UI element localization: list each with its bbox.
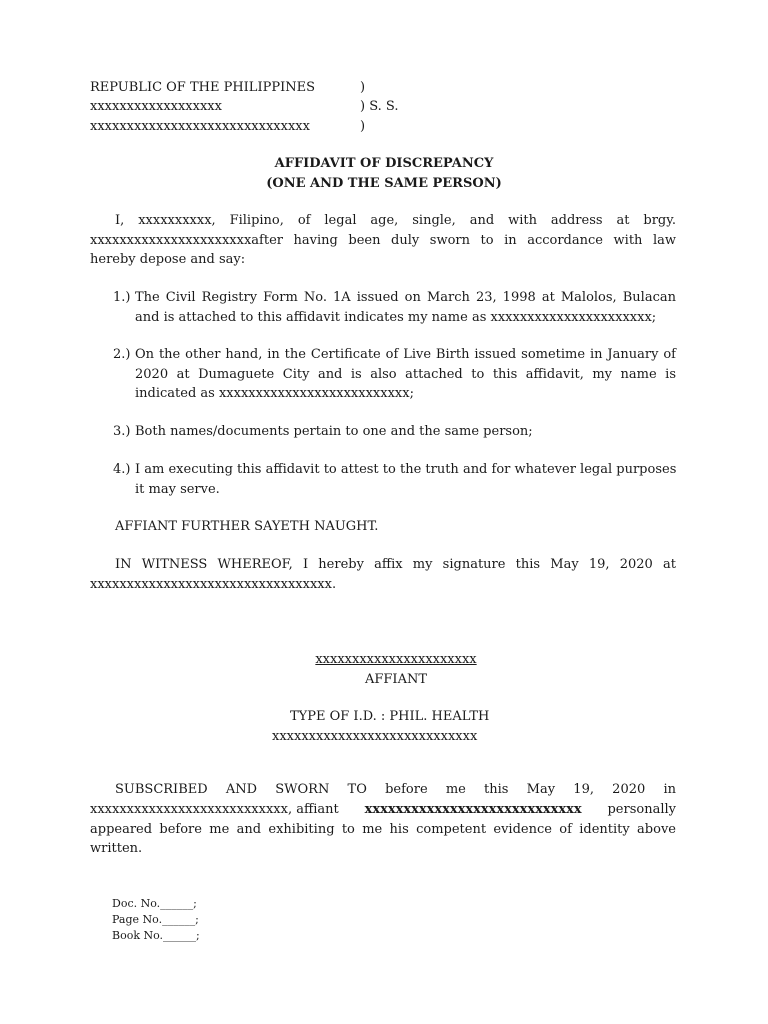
jurat-place-affiant: xxxxxxxxxxxxxxxxxxxxxxxxxxx, affiant (90, 802, 339, 817)
affiant-name: xxxxxxxxxxxxxxxxxxxxxx (315, 652, 477, 667)
venue-line-1: REPUBLIC OF THE PHILIPPINES (90, 80, 315, 95)
item-3-line-1: Both names/documents pertain to one and the same person; (135, 424, 533, 439)
affiant-label: AFFIANT (365, 672, 427, 687)
jurat-line-2 (90, 802, 676, 817)
doc-number: Doc. No.______; (112, 897, 197, 910)
item-3-number: 3.) (113, 424, 131, 439)
jurat-line-3: appeared before me and exhibiting to me his competent evidence of identity above (90, 822, 676, 837)
jurat-line-1: SUBSCRIBED AND SWORN TO before me this May 19, 2020 in (115, 782, 676, 797)
item-1-line-2: and is attached to this affidavit indicates my name as xxxxxxxxxxxxxxxxxxxxxx; (135, 310, 657, 325)
item-4-line-2: it may serve. (135, 482, 220, 497)
venue-line-3: xxxxxxxxxxxxxxxxxxxxxxxxxxxxxx (90, 119, 310, 134)
further-sayeth: AFFIANT FURTHER SAYETH NAUGHT. (115, 519, 379, 534)
jurat-affiant-name: xxxxxxxxxxxxxxxxxxxxxxxxxxxx (364, 802, 582, 817)
document-title: AFFIDAVIT OF DISCREPANCY (274, 156, 494, 171)
item-4-number: 4.) (113, 462, 131, 477)
witness-line-1: IN WITNESS WHEREOF, I hereby affix my signature this May 19, 2020 at (115, 557, 676, 572)
intro-line-1: I, xxxxxxxxxx, Filipino, of legal age, single, and with address at brgy. (115, 213, 676, 228)
document-subtitle: (ONE AND THE SAME PERSON) (266, 176, 502, 191)
item-2-line-2: 2020 at Dumaguete City and is also attached to this affidavit, my name is (135, 367, 676, 382)
venue-line-2: xxxxxxxxxxxxxxxxxx (90, 99, 222, 114)
item-1-number: 1.) (113, 290, 131, 305)
page-number: Page No.______; (112, 913, 199, 926)
item-2-line-1: On the other hand, in the Certificate of Live Birth issued sometime in January of (135, 347, 676, 362)
jurat-personally: personally (607, 802, 676, 817)
venue-paren-3: ) (360, 119, 366, 134)
item-1-line-1: The Civil Registry Form No. 1A issued on March 23, 1998 at Malolos, Bulacan (135, 290, 676, 305)
book-number: Book No.______; (112, 929, 200, 942)
intro-line-2: xxxxxxxxxxxxxxxxxxxxxxafter having been duly sworn to in accordance with law (90, 233, 676, 248)
id-type: TYPE OF I.D. : PHIL. HEALTH (290, 709, 490, 724)
item-2-line-3: indicated as xxxxxxxxxxxxxxxxxxxxxxxxxx; (135, 386, 414, 401)
id-number: xxxxxxxxxxxxxxxxxxxxxxxxxxxx (272, 729, 478, 744)
witness-line-2: xxxxxxxxxxxxxxxxxxxxxxxxxxxxxxxxx. (90, 577, 337, 592)
venue-ss: ) S. S. (360, 99, 399, 114)
jurat-line-4: written. (90, 841, 143, 856)
item-4-line-1: I am executing this affidavit to attest to the truth and for whatever legal purposes (135, 462, 677, 477)
item-2-number: 2.) (113, 347, 131, 362)
venue-paren-1: ) (360, 80, 366, 95)
intro-line-3: hereby depose and say: (90, 252, 246, 267)
